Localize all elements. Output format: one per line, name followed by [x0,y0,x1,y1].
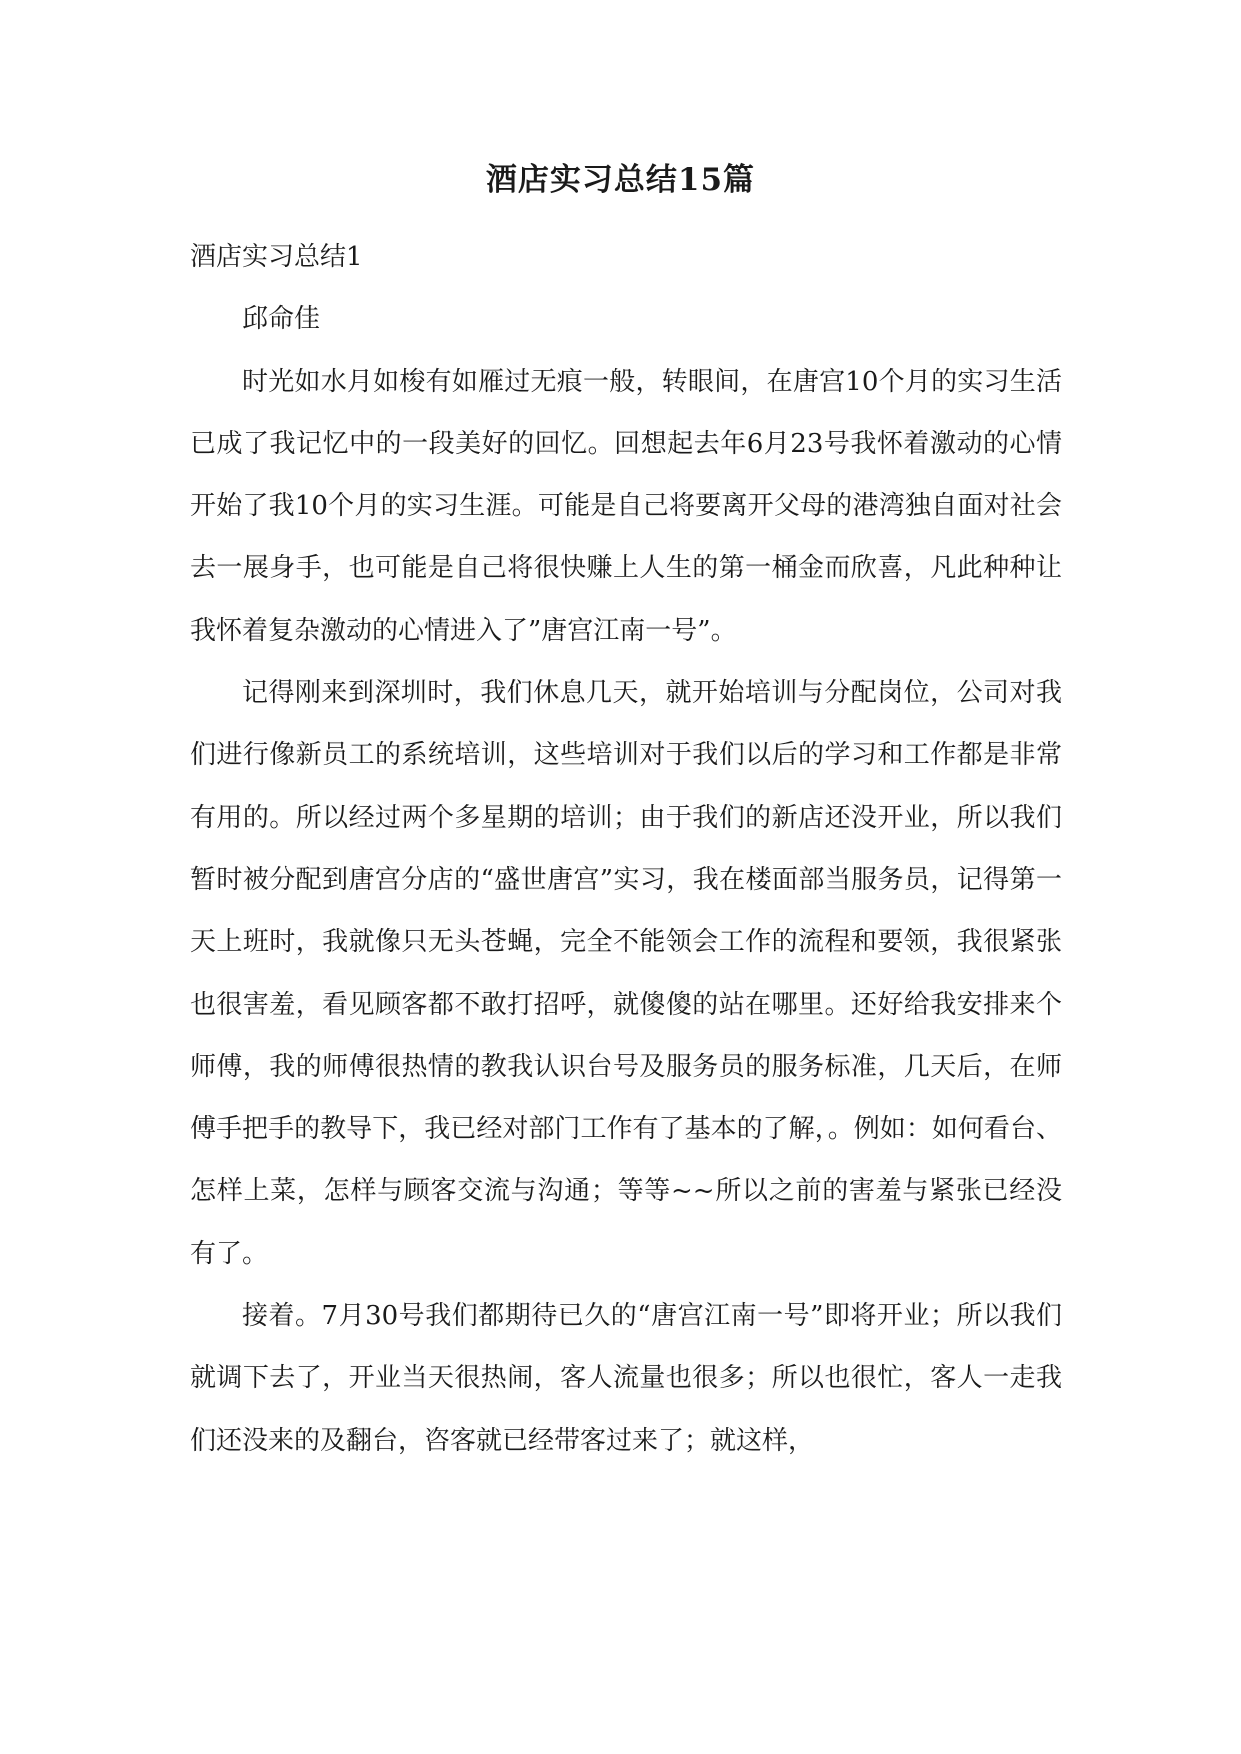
paragraph-3: 接着。7月30号我们都期待已久的“唐宫江南一号”即将开业；所以我们就调下去了，开业当天很热闹，客人流量也很多；所以也很忙，客人一走我们还没来的及翻台，咨客就已经带客过来了；就这样， [190,1301,1062,1456]
section-heading: 酒店实习总结1 [190,242,363,272]
document-body [190,226,1062,1472]
paragraph-1: 时光如水月如梭有如雁过无痕一般，转眼间，在唐宫10个月的实习生活已成了我记忆中的一段美好的回忆。回想起去年6月23号我怀着激动的心情开始了我10个月的实习生涯。可能是自己将要离开父母的港湾独自面对社会去一展身手，也可能是自己将很快赚上人生的第一桶金而欣喜，凡此种种让我怀着复杂激动的心情进入了”唐宫江南一号”。 [190,366,1062,646]
paragraph-2: 记得刚来到深圳时，我们休息几天，就开始培训与分配岗位，公司对我们进行像新员工的系统培训，这些培训对于我们以后的学习和工作都是非常有用的。所以经过两个多星期的培训；由于我们的新店还没开业，所以我们暂时被分配到唐宫分店的“盛世唐宫”实习，我在楼面部当服务员，记得第一天上班时，我就像只无头苍蝇，完全不能领会工作的流程和要领，我很紧张也很害羞，看见顾客都不敢打招呼，就傻傻的站在哪里。还好给我安排来个师傅，我的师傅很热情的教我认识台号及服务员的服务标准，几天后，在师傅手把手的教导下，我已经对部门工作有了基本的了解，。例如：如何看台、怎样上菜，怎样与顾客交流与沟通；等等~~所以之前的害羞与紧张已经没有了。 [190,678,1062,1269]
author-name: 邱命佳 [242,304,321,335]
document-title: 酒店实习总结15篇 [485,162,756,198]
